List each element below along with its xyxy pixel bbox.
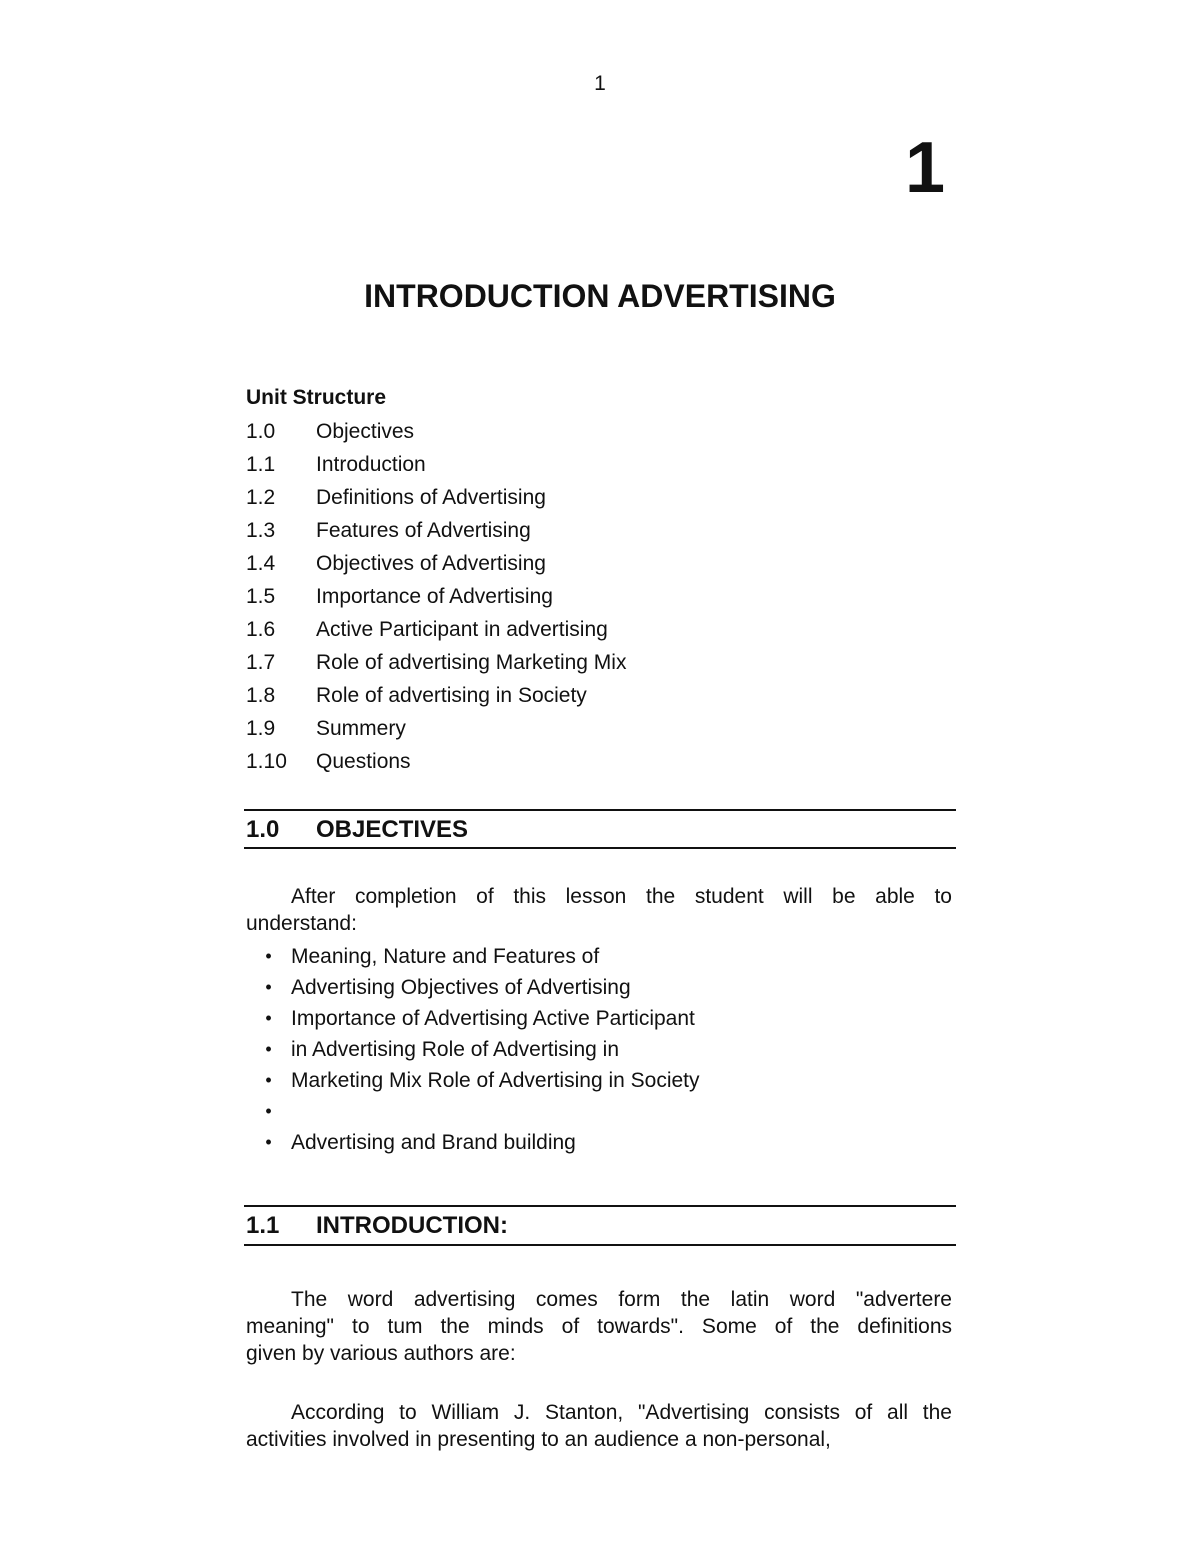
section-rule-top xyxy=(244,1205,956,1207)
bullet-icon: • xyxy=(265,946,272,966)
bullet-text: Importance of Advertising Active Participant xyxy=(291,1007,695,1030)
bullet-icon: • xyxy=(265,1070,272,1090)
item-label: Active Participant in advertising xyxy=(316,618,608,641)
bullet-icon: • xyxy=(265,1008,272,1028)
chapter-title: INTRODUCTION ADVERTISING xyxy=(364,278,836,314)
bullet-item xyxy=(246,1096,700,1127)
item-number: 1.9 xyxy=(246,717,276,740)
page-number: 1 xyxy=(594,72,606,95)
section-heading-objectives xyxy=(246,816,468,844)
bullet-icon: • xyxy=(265,1039,272,1059)
unit-structure-item xyxy=(246,481,626,514)
unit-structure-item xyxy=(246,547,626,580)
section-rule-bottom xyxy=(244,847,956,849)
unit-structure-item xyxy=(246,448,626,481)
item-number: 1.10 xyxy=(246,750,287,773)
bullet-item xyxy=(246,1003,700,1034)
unit-structure-heading: Unit Structure xyxy=(246,386,387,409)
objectives-intro-paragraph xyxy=(246,883,952,937)
item-number: 1.6 xyxy=(246,618,276,641)
objectives-bullet-list xyxy=(246,941,700,1158)
bullet-text: in Advertising Role of Advertising in xyxy=(291,1038,620,1061)
unit-structure-item xyxy=(246,712,626,745)
introduction-paragraph-1 xyxy=(246,1286,952,1367)
item-label: Summery xyxy=(316,717,406,740)
bullet-icon: • xyxy=(265,1132,272,1152)
unit-structure-item xyxy=(246,415,626,448)
unit-structure-list xyxy=(246,415,626,778)
bullet-text: Meaning, Nature and Features of xyxy=(291,945,600,968)
bullet-text: Advertising and Brand building xyxy=(291,1131,576,1154)
bullet-text: Advertising Objectives of Advertising xyxy=(291,976,631,999)
bullet-icon: • xyxy=(265,977,272,997)
item-number: 1.0 xyxy=(246,420,276,443)
section-number: 1.0 xyxy=(246,816,280,843)
section-number: 1.1 xyxy=(246,1212,280,1239)
section-rule-bottom xyxy=(244,1244,956,1246)
section-heading-introduction xyxy=(246,1212,508,1240)
item-number: 1.4 xyxy=(246,552,276,575)
item-label: Definitions of Advertising xyxy=(316,486,546,509)
item-number: 1.5 xyxy=(246,585,276,608)
paragraph-line: given by various authors are: xyxy=(246,1342,516,1365)
bullet-icon: • xyxy=(265,1101,272,1121)
item-number: 1.3 xyxy=(246,519,276,542)
bullet-item xyxy=(246,1065,700,1096)
paragraph-line: The word advertising comes form the latin word "advertere xyxy=(291,1288,952,1311)
item-number: 1.7 xyxy=(246,651,276,674)
unit-structure-item xyxy=(246,679,626,712)
bullet-item xyxy=(246,941,700,972)
bullet-item xyxy=(246,1034,700,1065)
item-label: Features of Advertising xyxy=(316,519,531,542)
unit-structure-item xyxy=(246,580,626,613)
paragraph-line: According to William J. Stanton, "Advertising consists of all the xyxy=(291,1401,952,1424)
section-title: OBJECTIVES xyxy=(316,816,469,843)
item-number: 1.2 xyxy=(246,486,276,509)
item-label: Objectives xyxy=(316,420,415,443)
item-label: Objectives of Advertising xyxy=(316,552,546,575)
bullet-item xyxy=(246,1127,700,1158)
section-rule-top xyxy=(244,809,956,811)
item-label: Role of advertising in Society xyxy=(316,684,587,707)
item-label: Importance of Advertising xyxy=(316,585,553,608)
item-label: Introduction xyxy=(316,453,426,476)
introduction-paragraph-2 xyxy=(246,1399,952,1453)
section-title: INTRODUCTION: xyxy=(316,1212,508,1239)
unit-structure-item xyxy=(246,514,626,547)
bullet-text: Marketing Mix Role of Advertising in Society xyxy=(291,1069,700,1092)
paragraph-line: understand: xyxy=(246,912,357,935)
item-number: 1.8 xyxy=(246,684,276,707)
paragraph-line: activities involved in presenting to an audience a non-personal, xyxy=(246,1428,831,1451)
paragraph-line: meaning" to tum the minds of towards". Some of the definitions xyxy=(246,1315,952,1338)
bullet-item xyxy=(246,972,700,1003)
item-label: Role of advertising Marketing Mix xyxy=(316,651,627,674)
unit-structure-item xyxy=(246,745,626,778)
unit-structure-item xyxy=(246,646,626,679)
item-label: Questions xyxy=(316,750,411,773)
paragraph-line: After completion of this lesson the student will be able to xyxy=(291,885,952,908)
unit-structure-item xyxy=(246,613,626,646)
item-number: 1.1 xyxy=(246,453,276,476)
chapter-number: 1 xyxy=(904,128,945,208)
